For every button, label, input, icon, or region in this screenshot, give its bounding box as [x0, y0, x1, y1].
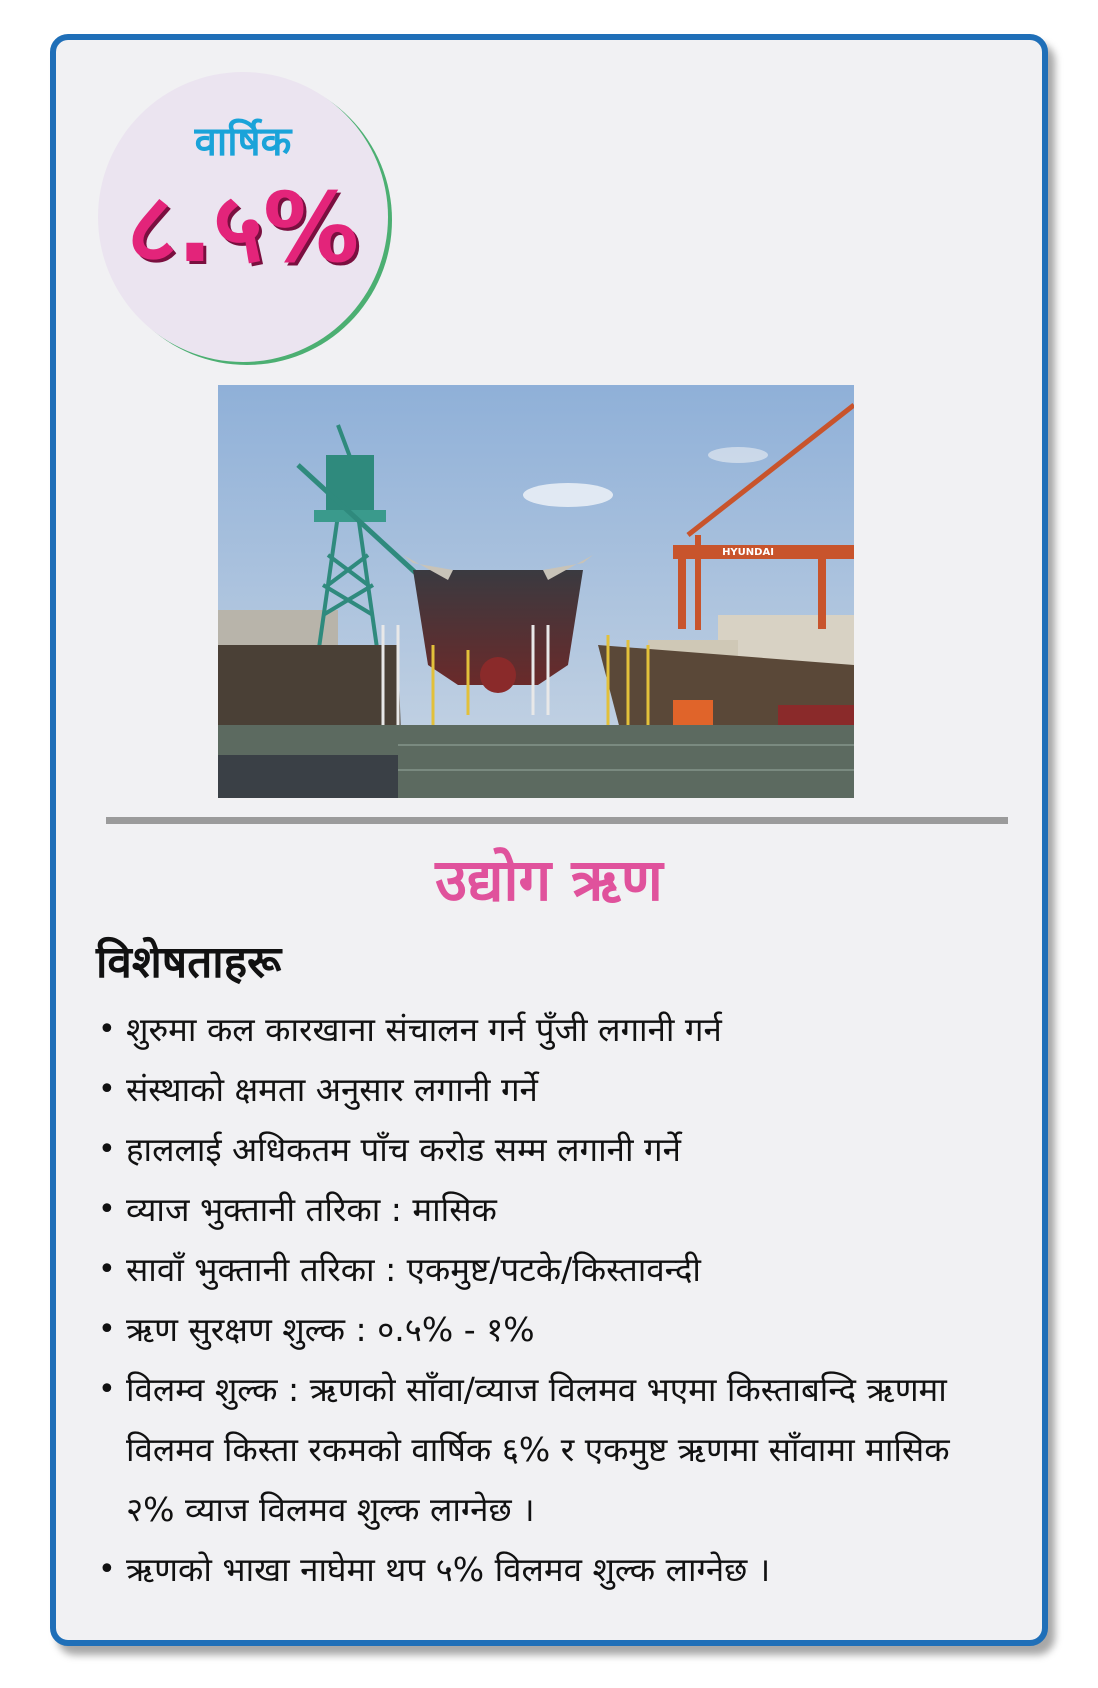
- loan-info-card: [50, 34, 1048, 1646]
- feature-item: • संस्थाको क्षमता अनुसार लगानी गर्ने: [96, 1060, 996, 1120]
- features-list: [96, 1000, 996, 1600]
- feature-item: • ऋण सुरक्षण शुल्क : ०.५% - १%: [96, 1300, 996, 1360]
- feature-item: • ऋणको भाखा नाघेमा थप ५% विलमव शुल्क लाग्नेछ ।: [96, 1540, 996, 1600]
- feature-item: • व्याज भुक्तानी तरिका : मासिक: [96, 1180, 996, 1240]
- feature-item: • विलम्व शुल्क : ऋणको साँवा/व्याज विलमव भएमा किस्ताबन्दि ऋणमा विलमव किस्ता रकमको वार्षिक ६% र एकमुष्ट ऋणमा साँवामा मासिक २% व्याज विलमव शुल्क लाग्नेछ ।: [96, 1360, 996, 1540]
- bullet-icon: •: [98, 1312, 116, 1347]
- bullet-icon: •: [98, 1552, 116, 1587]
- feature-item: • शुरुमा कल कारखाना संचालन गर्न पुँजी लगानी गर्न: [96, 1000, 996, 1060]
- features-title: विशेषताहरू: [96, 937, 282, 988]
- bullet-icon: •: [98, 1192, 116, 1227]
- rate-label: वार्षिक: [194, 119, 292, 165]
- bullet-icon: •: [98, 1132, 116, 1167]
- bullet-icon: •: [98, 1072, 116, 1107]
- bullet-icon: •: [98, 1252, 116, 1287]
- crane-sign: HYUNDAI: [722, 547, 774, 558]
- feature-item: • सावाँ भुक्तानी तरिका : एकमुष्ट/पटके/किस्तावन्दी: [96, 1240, 996, 1300]
- bullet-icon: •: [98, 1012, 116, 1047]
- section-divider: [106, 817, 1008, 824]
- loan-title: उद्योग ऋण: [435, 846, 663, 914]
- rate-value: ८.५%: [126, 172, 360, 284]
- shipyard-photo: [218, 385, 854, 798]
- bullet-icon: •: [98, 1372, 116, 1407]
- interest-rate-badge: [98, 72, 388, 362]
- feature-item: • हाललाई अधिकतम पाँच करोड सम्म लगानी गर्ने: [96, 1120, 996, 1180]
